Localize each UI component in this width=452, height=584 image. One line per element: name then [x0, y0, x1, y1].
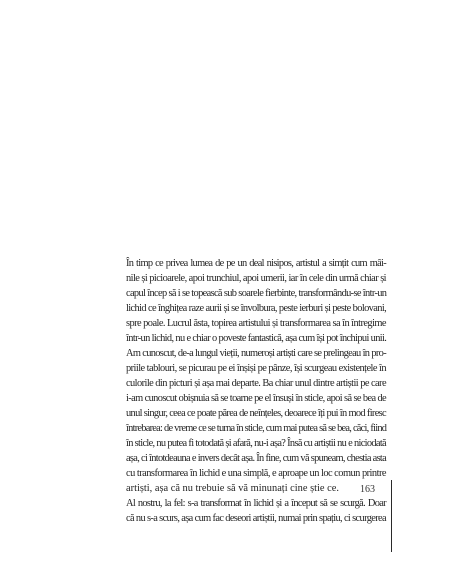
text-line: nile și picioarele, apoi trunchiul, apoi umerii, iar în cele din urmă chiar și [126, 273, 386, 284]
body-text [114, 256, 386, 526]
text-line: Am cunoscut, de-a lungul vieții, numeroși artiști care se prelingeau în pro- [126, 348, 386, 359]
text-line: Al nostru, la fel: s-a transformat în lichid și a început să se scurgă. Doar [126, 498, 386, 509]
text-line: i-am cunoscut obișnuia să se toarne pe el însuși în sticle, apoi să se bea de [126, 393, 387, 404]
text-line: spre poale. Lucrul ăsta, topirea artistului și transformarea sa în întregime [126, 318, 386, 329]
text-line: lichid ce înghițea raze aurii și se învolbura, peste ierburi și peste bolovani, [126, 303, 387, 314]
text-line: capul încep să i se topească sub soarele fierbinte, transformându-se într-un [126, 288, 387, 299]
paragraph-1 [114, 256, 386, 496]
page-number: 163 [360, 484, 375, 495]
text-line: unul singur, ceea ce poate părea de neînțeles, deoarece îți pui în mod firesc [126, 408, 386, 419]
text-line: artiști, așa că nu trebuie să vă minunați cine știe ce. [126, 483, 339, 494]
text-line: culorile din picturi și așa mai departe. Ba chiar unul dintre artiștii pe care [126, 378, 386, 389]
text-line: că nu s-a scurs, așa cum fac deseori artiștii, numai prin spațiu, ci scurgerea [126, 513, 386, 524]
text-line: priile tablouri, se picurau pe ei înșiși pe pânze, își scurgeau existențele în [126, 363, 386, 374]
text-line: așa, ci întotdeauna e invers decât așa. În fine, cum vă spuneam, chestia asta [126, 453, 387, 464]
text-line: În timp ce privea lumea de pe un deal nisipos, artistul a simțit cum mâi- [126, 258, 386, 269]
text-line: cu transformarea în lichid e una simplă, e aproape un loc comun printre [126, 468, 386, 479]
folio-rule [391, 480, 392, 552]
paragraph-2 [114, 496, 386, 526]
text-line: într-un lichid, nu e chiar o poveste fantastică, așa cum își pot închipui unii. [126, 333, 387, 344]
text-line: întrebarea: de vreme ce se turna în sticle, cum mai putea să se bea, căci, fiind [126, 423, 387, 434]
text-line: în sticle, nu putea fi totodată și afară, nu-i așa? Însă cu artiștii nu e niciodată [126, 438, 386, 449]
